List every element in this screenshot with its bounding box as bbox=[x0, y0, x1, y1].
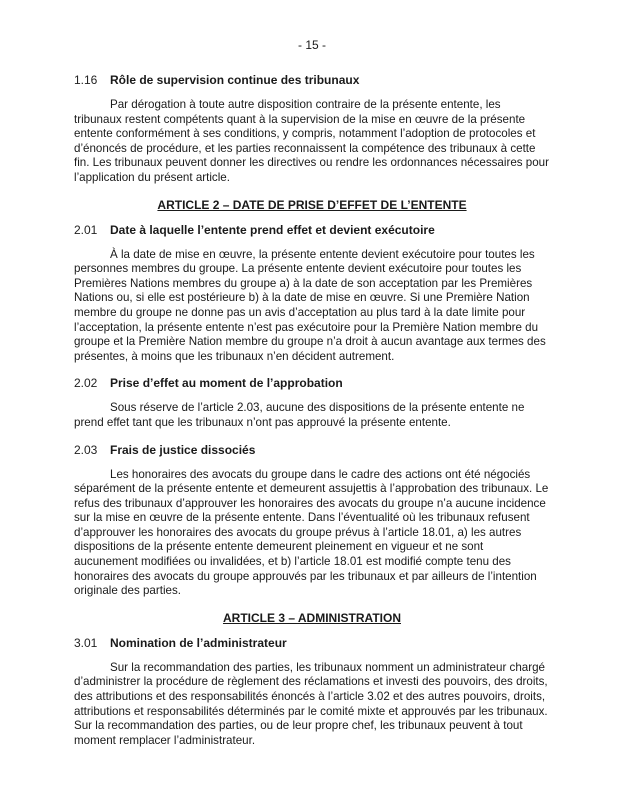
section-paragraph-1-16: Par dérogation à toute autre disposition contraire de la présente entente, les tribunaux restent compétents quant à la supervision de la mise en œuvre de la présente entente conformément à ses conditions, y compris, notamment l’adoption de protocoles et d’énoncés de procédure, et les parties reconnaissent la compétence des tribunaux à cette fin. Les tribunaux peuvent donner les directives ou rendre les ordonnances nécessaires pour l’application du présent article. bbox=[74, 98, 549, 184]
section-heading-3-01 bbox=[74, 636, 550, 651]
section-number: 2.01 bbox=[74, 222, 98, 237]
section-title: Prise d’effet au moment de l’approbation bbox=[110, 376, 343, 391]
section-number: 2.02 bbox=[74, 376, 98, 391]
article-3-heading: ARTICLE 3 – ADMINISTRATION bbox=[222, 610, 401, 625]
section-title: Nomination de l’administrateur bbox=[110, 635, 287, 650]
article-2-heading: ARTICLE 2 – DATE DE PRISE D’EFFET DE L’ENTENTE bbox=[157, 197, 467, 212]
section-heading-2-02 bbox=[74, 376, 550, 391]
section-title: Frais de justice dissociés bbox=[110, 442, 256, 457]
document-content bbox=[74, 73, 550, 760]
section-paragraph-2-02: Sous réserve de l’article 2.03, aucune des dispositions de la présente entente ne prend effet tant que les tribunaux n’ont pas approuvé la présente entente. bbox=[74, 401, 525, 429]
section-paragraph-2-01: À la date de mise en œuvre, la présente entente devient exécutoire pour toutes les personnes membres du groupe. La présente entente devient exécutoire pour toutes les Premières Nations membres du groupe a) à la date de son acceptation par les Premières Nations ou, si elle est postérieure b) à la date de mise en œuvre. Si une Première Nation membre du groupe ne donne pas un avis d’acceptation au plus tard à la date limite pour l’acceptation, la présente entente n’est pas exécutoire pour la Première Nation membre du groupe et la Première Nation membre du groupe n’a droit à aucun avantage aux termes des présentes, à moins que les tribunaux n’en décident autrement. bbox=[74, 247, 546, 363]
section-paragraph-2-03: Les honoraires des avocats du groupe dans le cadre des actions ont été négociés séparément de la présente entente et demeurent assujettis à l’approbation des tribunaux. Le refus des tribunaux d’approuver les honoraires des avocats du groupe n’a aucune incidence sur la mise en œuvre de la présente entente. Dans l’éventualité où les tribunaux refusent d’approuver les honoraires des avocats du groupe prévus à l’article 18.01, a) les autres dispositions de la présente entente demeurent pleinement en vigueur et ne sont aucunement modifiées ou invalidées, et b) l’article 18.01 est modifié compte tenu des honoraires des avocats du groupe approuvés par les tribunaux et par ailleurs de l’intention originale des parties. bbox=[74, 467, 549, 598]
section-heading-2-01 bbox=[74, 223, 550, 238]
section-number: 3.01 bbox=[74, 635, 98, 650]
section-number: 2.03 bbox=[74, 442, 98, 457]
section-title: Date à laquelle l’entente prend effet et devient exécutoire bbox=[110, 222, 435, 237]
section-paragraph-3-01: Sur la recommandation des parties, les tribunaux nomment un administrateur chargé d’administrer la procédure de règlement des réclamations et investi des pouvoirs, des droits, des attributions et des responsabilités énoncés à l’article 3.02 et des autres pouvoirs, droits, attributions et responsabilités déterminés par le comité mixte et approuvés par les tribunaux. Sur la recommandation des parties, ou de leur propre chef, les tribunaux peuvent à tout moment remplacer l’administrateur. bbox=[74, 660, 548, 747]
section-heading-2-03 bbox=[74, 443, 550, 458]
section-title: Rôle de supervision continue des tribunaux bbox=[110, 73, 360, 87]
section-number: 1.16 bbox=[74, 73, 98, 87]
page-number: - 15 - bbox=[297, 38, 326, 52]
section-heading-1-16 bbox=[74, 73, 550, 88]
